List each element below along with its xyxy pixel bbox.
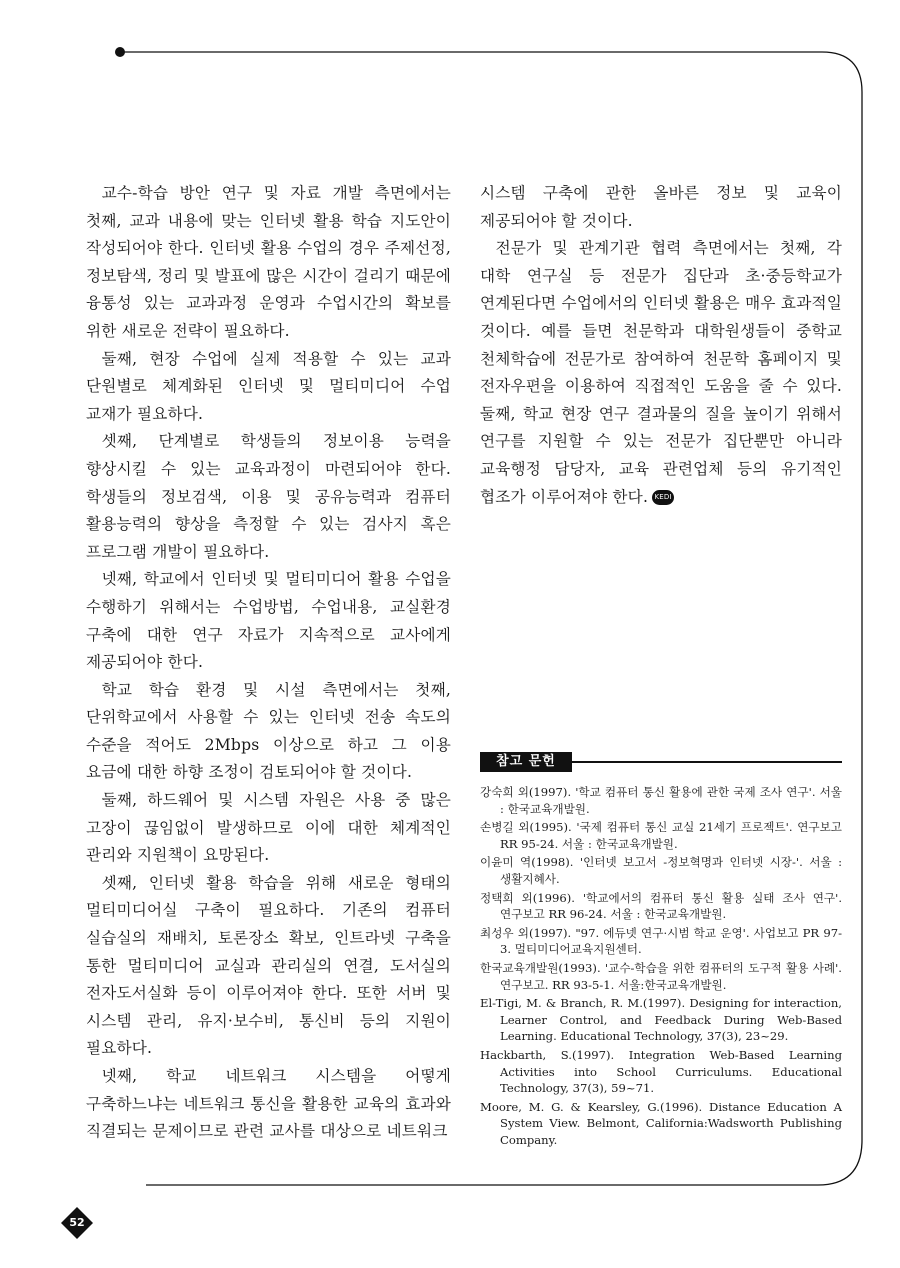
body-paragraph: 넷째, 학교 네트워크 시스템을 어떻게 구축하느냐는 네트워크 통신을 활용한 교육의 효과와 직결되는 문제이므로 관련 교사를 대상으로 네트워크 (86, 1067, 451, 1141)
reference-item: 한국교육개발원(1993). '교수-학습을 위한 컴퓨터의 도구적 활용 사례'. 연구보고. RR 93-5-1. 서울:한국교육개발원. (480, 960, 842, 992)
reference-item: 강숙희 외(1997). '학교 컴퓨터 통신 활용에 관한 국제 조사 연구'. 서울 : 한국교육개발원. (480, 785, 842, 816)
reference-item: 이윤미 역(1998). '인터넷 보고서 -정보혁명과 인터넷 시장-'. 서울 : 생활지혜사. (480, 855, 842, 886)
body-paragraph: 둘째, 현장 수업에 실제 적용할 수 있는 교과 단원별로 체계화된 인터넷 및 멀티미디어 수업 교재가 필요하다. (86, 349, 451, 423)
references-section (480, 752, 842, 1150)
body-paragraph-text: 전문가 및 관계기관 협력 측면에서는 첫째, 각 대학 연구실 등 전문가 집단과 초·중등학교가 연계된다면 수업에서의 인터넷 활용은 매우 효과적일 것이다. 예를 들면 천문학과 대학원생들이 중학교 천체학습에 전문가로 참여하여 천문학 홈페이지 및 전자우편을 이용하여 직접적인 도움을 줄 수 있다. 둘째, 학교 현장 연구 결과물의 질을 높이기 위해서 연구를 지원할 수 있는 전문가 집단뿐만 아니라 교육행정 담당자, 교육 관련업체 등의 유기적인 협조가 이루어져야 한다. (480, 239, 842, 506)
references-title: 참고 문헌 (480, 752, 572, 772)
page-number-badge (61, 1207, 93, 1239)
frame-top-line (120, 52, 862, 92)
page-number: 52 (69, 1216, 85, 1229)
end-of-article-mark: KEDI (652, 490, 674, 505)
reference-item: Hackbarth, S.(1997). Integration Web-Based Learning Activities into School Curriculums. Educational Technology, 37(3), 59~71. (480, 1047, 842, 1096)
body-paragraph (480, 235, 842, 511)
right-column (480, 180, 842, 511)
left-column (86, 180, 451, 1146)
reference-item: 최성우 외(1997). "97. 에듀넷 연구·시범 학교 운영'. 사업보고 PR 97-3. 멀티미디어교육지원센터. (480, 925, 842, 957)
reference-item: Moore, M. G. & Kearsley, G.(1996). Distance Education A System View. Belmont, California:Wadsworth Publishing Company. (480, 1099, 842, 1147)
reference-item: El-Tigi, M. & Branch, R. M.(1997). Designing for interaction, Learner Control, and Feedback During Web-Based Learning. Educational Technology, 37(3), 23~29. (480, 996, 842, 1044)
body-paragraph: 셋째, 인터넷 활용 학습을 위해 새로운 형태의 멀티미디어실 구축이 필요하다. 기존의 컴퓨터 실습실의 재배치, 토론장소 확보, 인트라넷 구축을 통한 멀티미디어 교실과 관리실의 연결, 도서실의 전자도서실화 등이 이루어져야 한다. 또한 서버 및 시스템 관리, 유지·보수비, 통신비 등의 지원이 필요하다. (86, 873, 451, 1058)
body-paragraph-continuation: 시스템 구축에 관한 올바른 정보 및 교육이 제공되어야 할 것이다. (480, 184, 842, 230)
body-paragraph: 학교 학습 환경 및 시설 측면에서는 첫째, 단위학교에서 사용할 수 있는 인터넷 전송 속도의 수준을 적어도 2Mbps 이상으로 하고 그 이용 요금에 대한 하향 조정이 검토되어야 할 것이다. (86, 680, 451, 782)
body-paragraph: 넷째, 학교에서 인터넷 및 멀티미디어 활용 수업을 수행하기 위해서는 수업방법, 수업내용, 교실환경 구축에 대한 연구 자료가 지속적으로 교사에게 제공되어야 한다. (86, 570, 451, 672)
body-paragraph: 셋째, 단계별로 학생들의 정보이용 능력을 향상시킬 수 있는 교육과정이 마련되어야 한다. 학생들의 정보검색, 이용 및 공유능력과 컴퓨터 활용능력의 향상을 측정할 수 있는 검사지 혹은 프로그램 개발이 필요하다. (86, 432, 451, 561)
references-header (480, 752, 842, 774)
reference-item: 손병길 외(1995). '국제 컴퓨터 통신 교실 21세기 프로젝트'. 연구보고 RR 95-24. 서울 : 한국교육개발원. (480, 820, 842, 851)
body-paragraph: 둘째, 하드웨어 및 시스템 자원은 사용 중 많은 고장이 끊임없이 발생하므로 이에 대한 체계적인 관리와 지원책이 요망된다. (86, 791, 451, 865)
references-rule (572, 761, 842, 763)
header-dot (115, 47, 125, 57)
reference-item: 정택희 외(1996). '학교에서의 컴퓨터 통신 활용 실태 조사 연구'. 연구보고 RR 96-24. 서울 : 한국교육개발원. (480, 890, 842, 922)
body-paragraph: 교수-학습 방안 연구 및 자료 개발 측면에서는 첫째, 교과 내용에 맞는 인터넷 활용 학습 지도안이 작성되어야 한다. 인터넷 활용 수업의 경우 주제선정, 정보탐색, 정리 및 발표에 많은 시간이 걸리기 때문에 융통성 있는 교과과정 운영과 수업시간의 확보를 위한 새로운 전략이 필요하다. (86, 184, 451, 340)
